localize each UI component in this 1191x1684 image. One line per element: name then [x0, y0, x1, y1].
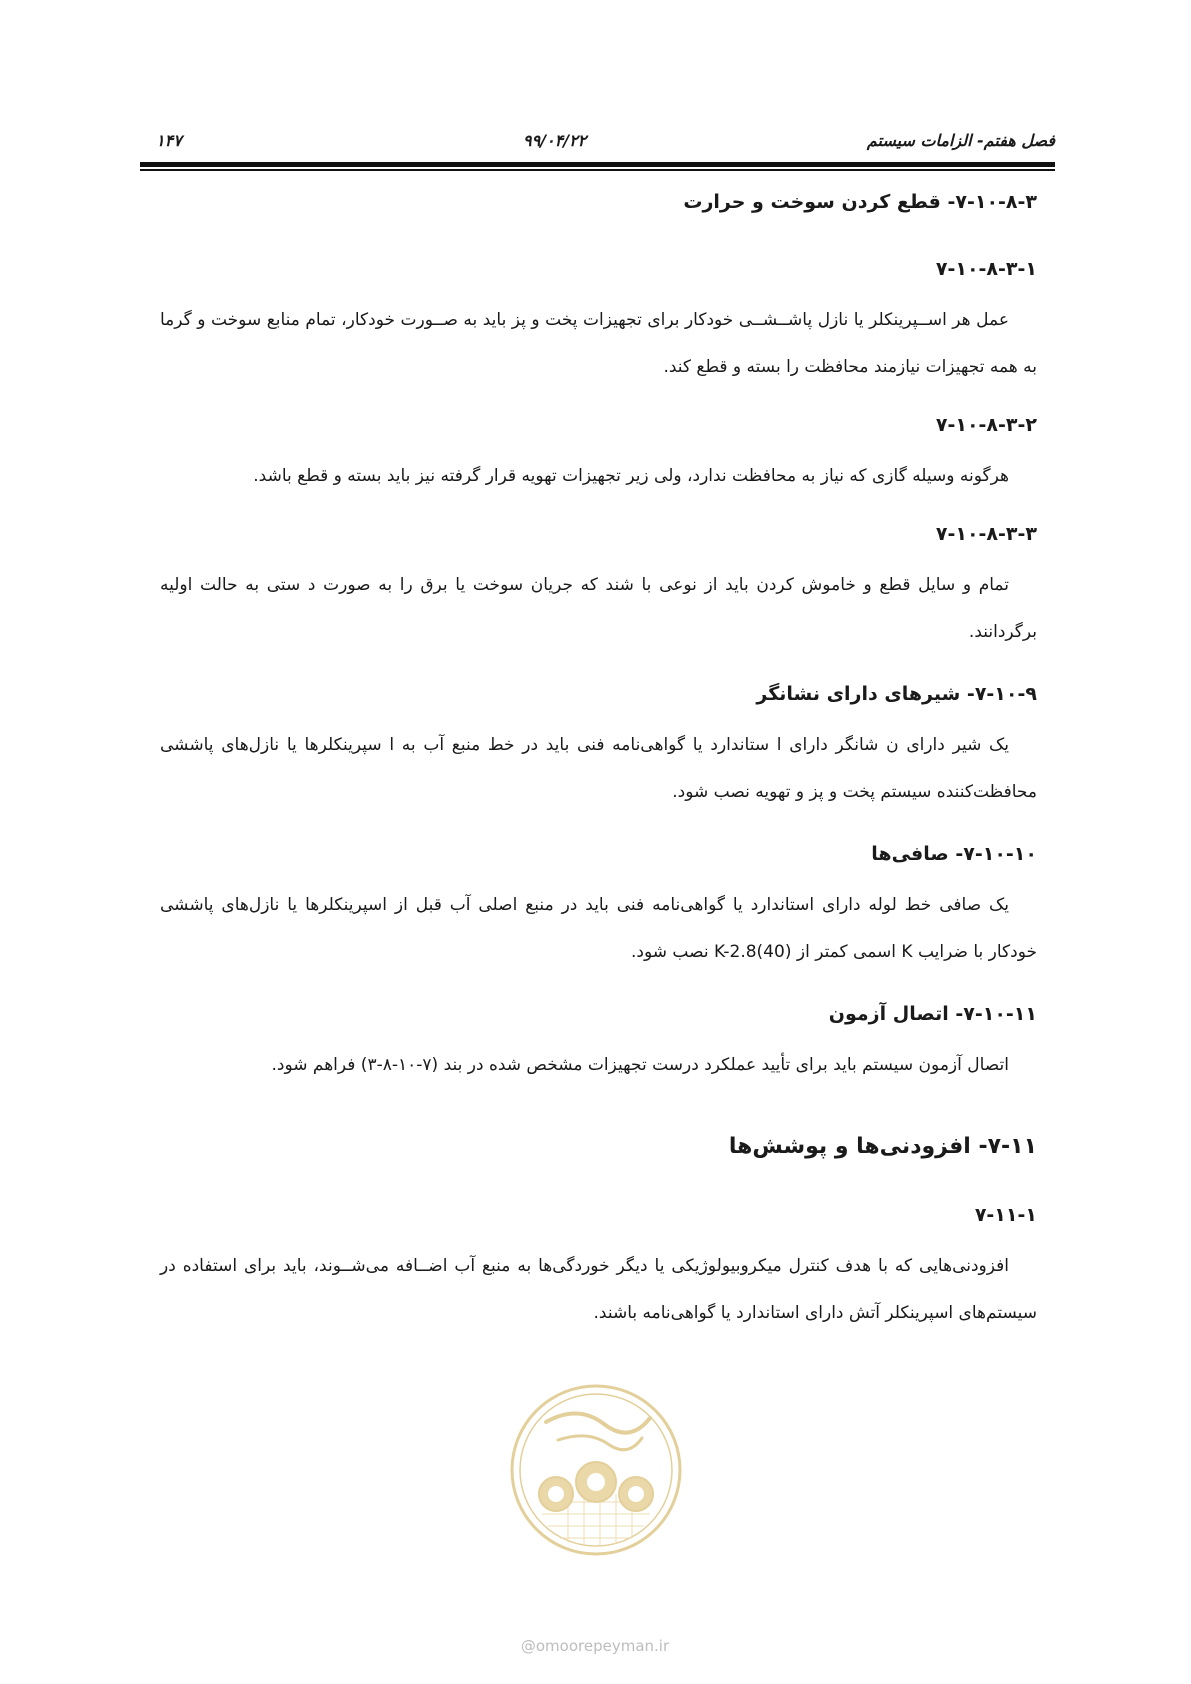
page-header — [140, 131, 1055, 155]
paragraph-7-10-10: یک صافی خط لوله دارای استاندارد یا گواهی‌نامه فنی باید در منبع اصلی آب قبل از اسپرینکلرها یا نازل‌های پاششی خودکار با ضرایب K اسمی کمتر از K-2.8(40) نصب شود. — [160, 895, 1037, 962]
watermark-site: @omoorepeyman.ir — [520, 1637, 670, 1655]
paragraph-7-10-8-3-2: هرگونه وسیله گازی که نیاز به محافظت ندارد، ولی زیر تجهیزات تهویه قرار گرفته نیز باید بسته و قطع باشد. — [253, 466, 1009, 486]
header-date: ۹۹/۰۴/۲۲ — [523, 131, 587, 150]
paragraph-7-10-9: یک شیر دارای ن شانگر دارای ا ستاندارد یا گواهی‌نامه فنی باید در خط منبع آب به ا سپرینکلرها یا نازل‌های پاششی محافظت‌کننده سیستم پخت و پز و تهویه نصب شود. — [160, 735, 1037, 802]
page-number: ۱۴۷ — [156, 131, 182, 150]
paragraph-7-10-8-3-3: تمام و سایل قطع و خاموش کردن باید از نوعی با شند که جریان سوخت یا برق را به صورت د ستی به حالت اولیه برگردانند. — [160, 575, 1037, 642]
paragraph-7-11-1: افزودنی‌هایی که با هدف کنترل میکروبیولوژیکی یا دیگر خوردگی‌ها به منبع آب اضــافه می‌شــوند، باید برای استفاده در سیستم‌های اسپرینکلر آتش دارای استاندارد یا گواهی‌نامه باشند. — [160, 1256, 1037, 1323]
section-heading-7-10-8-3: ۷-۱۰-۸-۳- قطع کردن سوخت و حرارت — [683, 191, 1037, 213]
item-number-7-10-8-3-1: ۷-۱۰-۸-۳-۱ — [935, 258, 1037, 280]
section-heading-7-10-9: ۷-۱۰-۹- شیرهای دارای نشانگر — [756, 683, 1037, 705]
header-rule-thick — [140, 162, 1055, 167]
section-heading-7-10-11: ۷-۱۰-۱۱- اتصال آزمون — [828, 1003, 1037, 1025]
watermark-logo — [508, 1382, 684, 1558]
section-heading-7-11: ۷-۱۱- افزودنی‌ها و پوشش‌ها — [728, 1134, 1037, 1159]
item-number-7-10-8-3-3: ۷-۱۰-۸-۳-۳ — [935, 523, 1037, 545]
document-body — [160, 190, 1037, 1337]
paragraph-7-10-11: اتصال آزمون سیستم باید برای تأیید عملکرد درست تجهیزات مشخص شده در بند (۷-۱۰-۸-۳) فراهم شود. — [271, 1055, 1009, 1075]
paragraph-7-10-8-3-1: عمل هر اســپرینکلر یا نازل پاشــشــی خودکار برای تجهیزات پخت و پز باید به صــورت خودکار، تمام منابع سوخت و گرما به همه تجهیزات نیازمند محافظت را بسته و قطع کند. — [160, 310, 1037, 377]
section-heading-7-10-10: ۷-۱۰-۱۰- صافی‌ها — [871, 843, 1037, 865]
chapter-title: فصل هفتم- الزامات سیستم — [866, 131, 1055, 150]
item-number-7-10-8-3-2: ۷-۱۰-۸-۳-۲ — [935, 414, 1037, 436]
item-number-7-11-1: ۷-۱۱-۱ — [974, 1204, 1037, 1226]
header-rule-thin — [140, 169, 1055, 171]
